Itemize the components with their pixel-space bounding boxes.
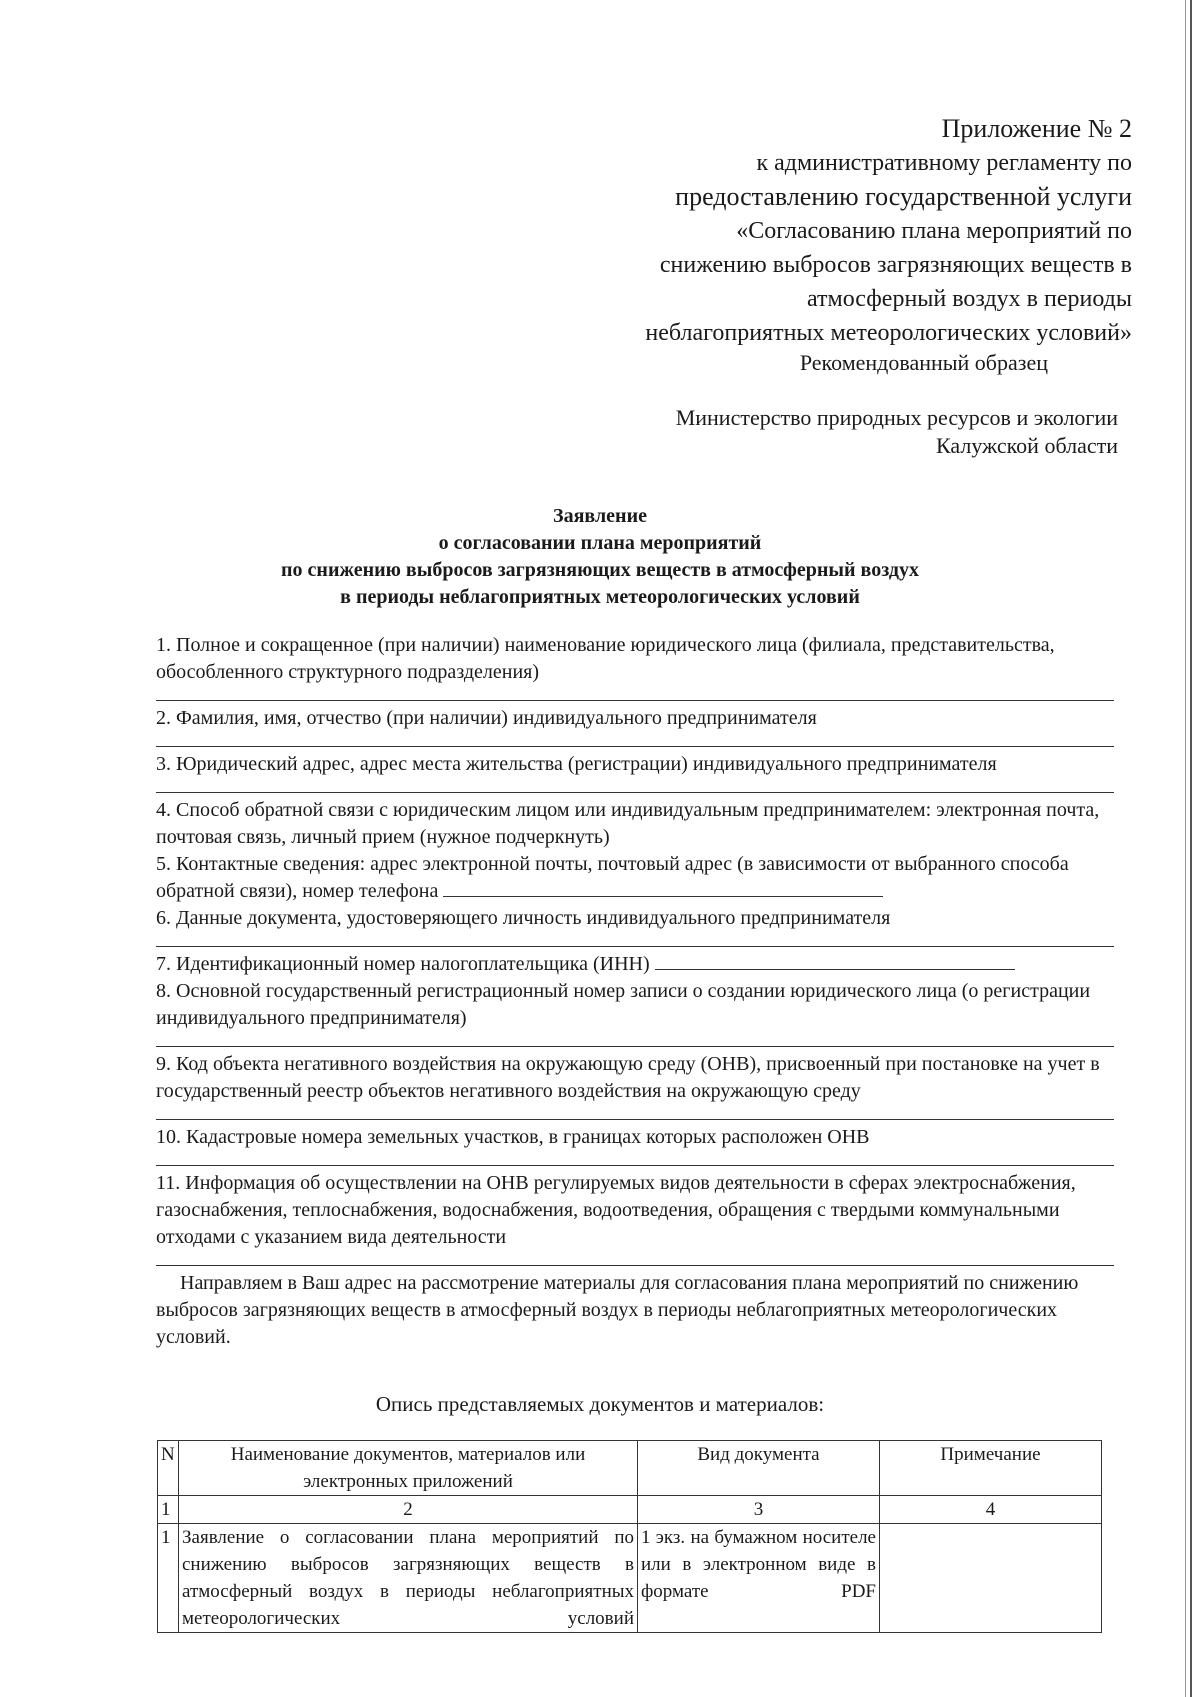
table-number-row [158,1496,1102,1524]
fill-line-inn[interactable] [655,951,1015,970]
fill-line-8[interactable] [156,1032,1114,1047]
fill-line-2[interactable] [156,732,1114,747]
inventory-table [157,1440,1102,1633]
form-item-1: 1. Полное и сокращенное (при наличии) наименование юридического лица (филиала, представительства, обособленного структурного подразделения) [156,634,1055,683]
scan-edge-inner [1185,0,1186,1697]
fill-line-1[interactable] [156,686,1114,701]
form-item-4: 4. Способ обратной связи с юридическим лицом или индивидуальным предпринимателем: электронная почта, почтовая связь, личный прием (нужное подчеркнуть) [156,799,1100,848]
fill-line-3[interactable] [156,778,1114,793]
appendix-line: неблагоприятных метеорологических условий» [645,320,1132,346]
sample-label: Рекомендованный образец [799,350,1048,375]
form-item-7-text: 7. Идентификационный номер налогоплательщика (ИНН) [156,953,650,975]
number-cell: 3 [638,1496,880,1524]
request-paragraph: Направляем в Ваш адрес на рассмотрение материалы для согласования плана мероприятий по снижению выбросов загрязняющих веществ в атмосферный воздух в периоды неблагоприятных метеорологических условий. [156,1272,1079,1348]
header-cell-n: N [158,1441,179,1496]
inventory-title: Опись представляемых документов и материалов: [375,1392,825,1416]
addressee [558,404,1118,460]
number-cell: 1 [158,1496,179,1524]
appendix-line: атмосферный воздух в периоды [806,286,1132,312]
header-cell-note: Примечание [880,1441,1102,1496]
title-line: Заявление [553,505,647,527]
appendix-line: снижению выбросов загрязняющих веществ в [659,252,1132,278]
form-item-3: 3. Юридический адрес, адрес места жительства (регистрации) индивидуального предпринимателя [156,753,997,775]
form-item-10: 10. Кадастровые номера земельных участков, в границах которых расположен ОНВ [156,1126,870,1148]
appendix-number: Приложение № 2 [941,114,1132,143]
addressee-line: Министерство природных ресурсов и экологии [675,405,1118,430]
form-item-5 [156,851,1114,905]
row-document-kind: 1 экз. на бумажном носителе или в электронном виде в формате PDF [638,1524,880,1633]
header-cell-kind: Вид документа [638,1441,880,1496]
row-note[interactable] [880,1524,1102,1633]
appendix-line: предоставлению государственной услуги [675,182,1132,211]
appendix-header [572,112,1132,350]
appendix-line: «Согласованию плана мероприятий по [736,218,1132,244]
appendix-line: к административному регламенту по [756,150,1132,176]
form-item-9: 9. Код объекта негативного воздействия на окружающую среду (ОНВ), присвоенный при постановке на учет в государственный реестр объектов негативного воздействия на окружающую среду [156,1053,1100,1102]
title-line: по снижению выбросов загрязняющих веществ в атмосферный воздух [281,559,919,581]
application-form [156,632,1114,1351]
row-number: 1 [158,1524,179,1633]
scan-edge [1190,0,1192,1697]
title-line: о согласовании плана мероприятий [438,532,762,554]
table-row [158,1524,1102,1633]
fill-line-10[interactable] [156,1151,1114,1166]
form-item-11: 11. Информация об осуществлении на ОНВ регулируемых видов деятельности в сферах электроснабжения, газоснабжения, теплоснабжения, водоснабжения, водоотведения, обращения с твердыми коммунальными отходами с указанием вида деятельности [156,1172,1076,1248]
document-title [150,503,1050,611]
form-item-8: 8. Основной государственный регистрационный номер записи о создании юридического лица (о регистрации индивидуального предпринимателя) [156,980,1091,1029]
form-item-2: 2. Фамилия, имя, отчество (при наличии) индивидуального предпринимателя [156,707,817,729]
form-item-5-text: 5. Контактные сведения: адрес электронной почты, почтовый адрес (в зависимости от выбранного способа обратной связи), номер телефона [156,853,1069,902]
number-cell: 2 [179,1496,638,1524]
fill-line-9[interactable] [156,1105,1114,1120]
form-item-7 [156,951,1114,978]
fill-line-phone[interactable] [443,878,883,897]
fill-line-11[interactable] [156,1251,1114,1266]
row-document-name: Заявление о согласовании плана мероприятий по снижению выбросов загрязняющих веществ в атмосферный воздух в периоды неблагоприятных метеорологических условий [179,1524,638,1633]
fill-line-6[interactable] [156,932,1114,947]
number-cell: 4 [880,1496,1102,1524]
form-item-6: 6. Данные документа, удостоверяющего личность индивидуального предпринимателя [156,907,891,929]
header-cell-name: Наименование документов, материалов или электронных приложений [179,1441,638,1496]
title-line: в периоды неблагоприятных метеорологических условий [340,586,860,608]
table-header-row [158,1441,1102,1496]
addressee-line: Калужской области [936,433,1118,458]
